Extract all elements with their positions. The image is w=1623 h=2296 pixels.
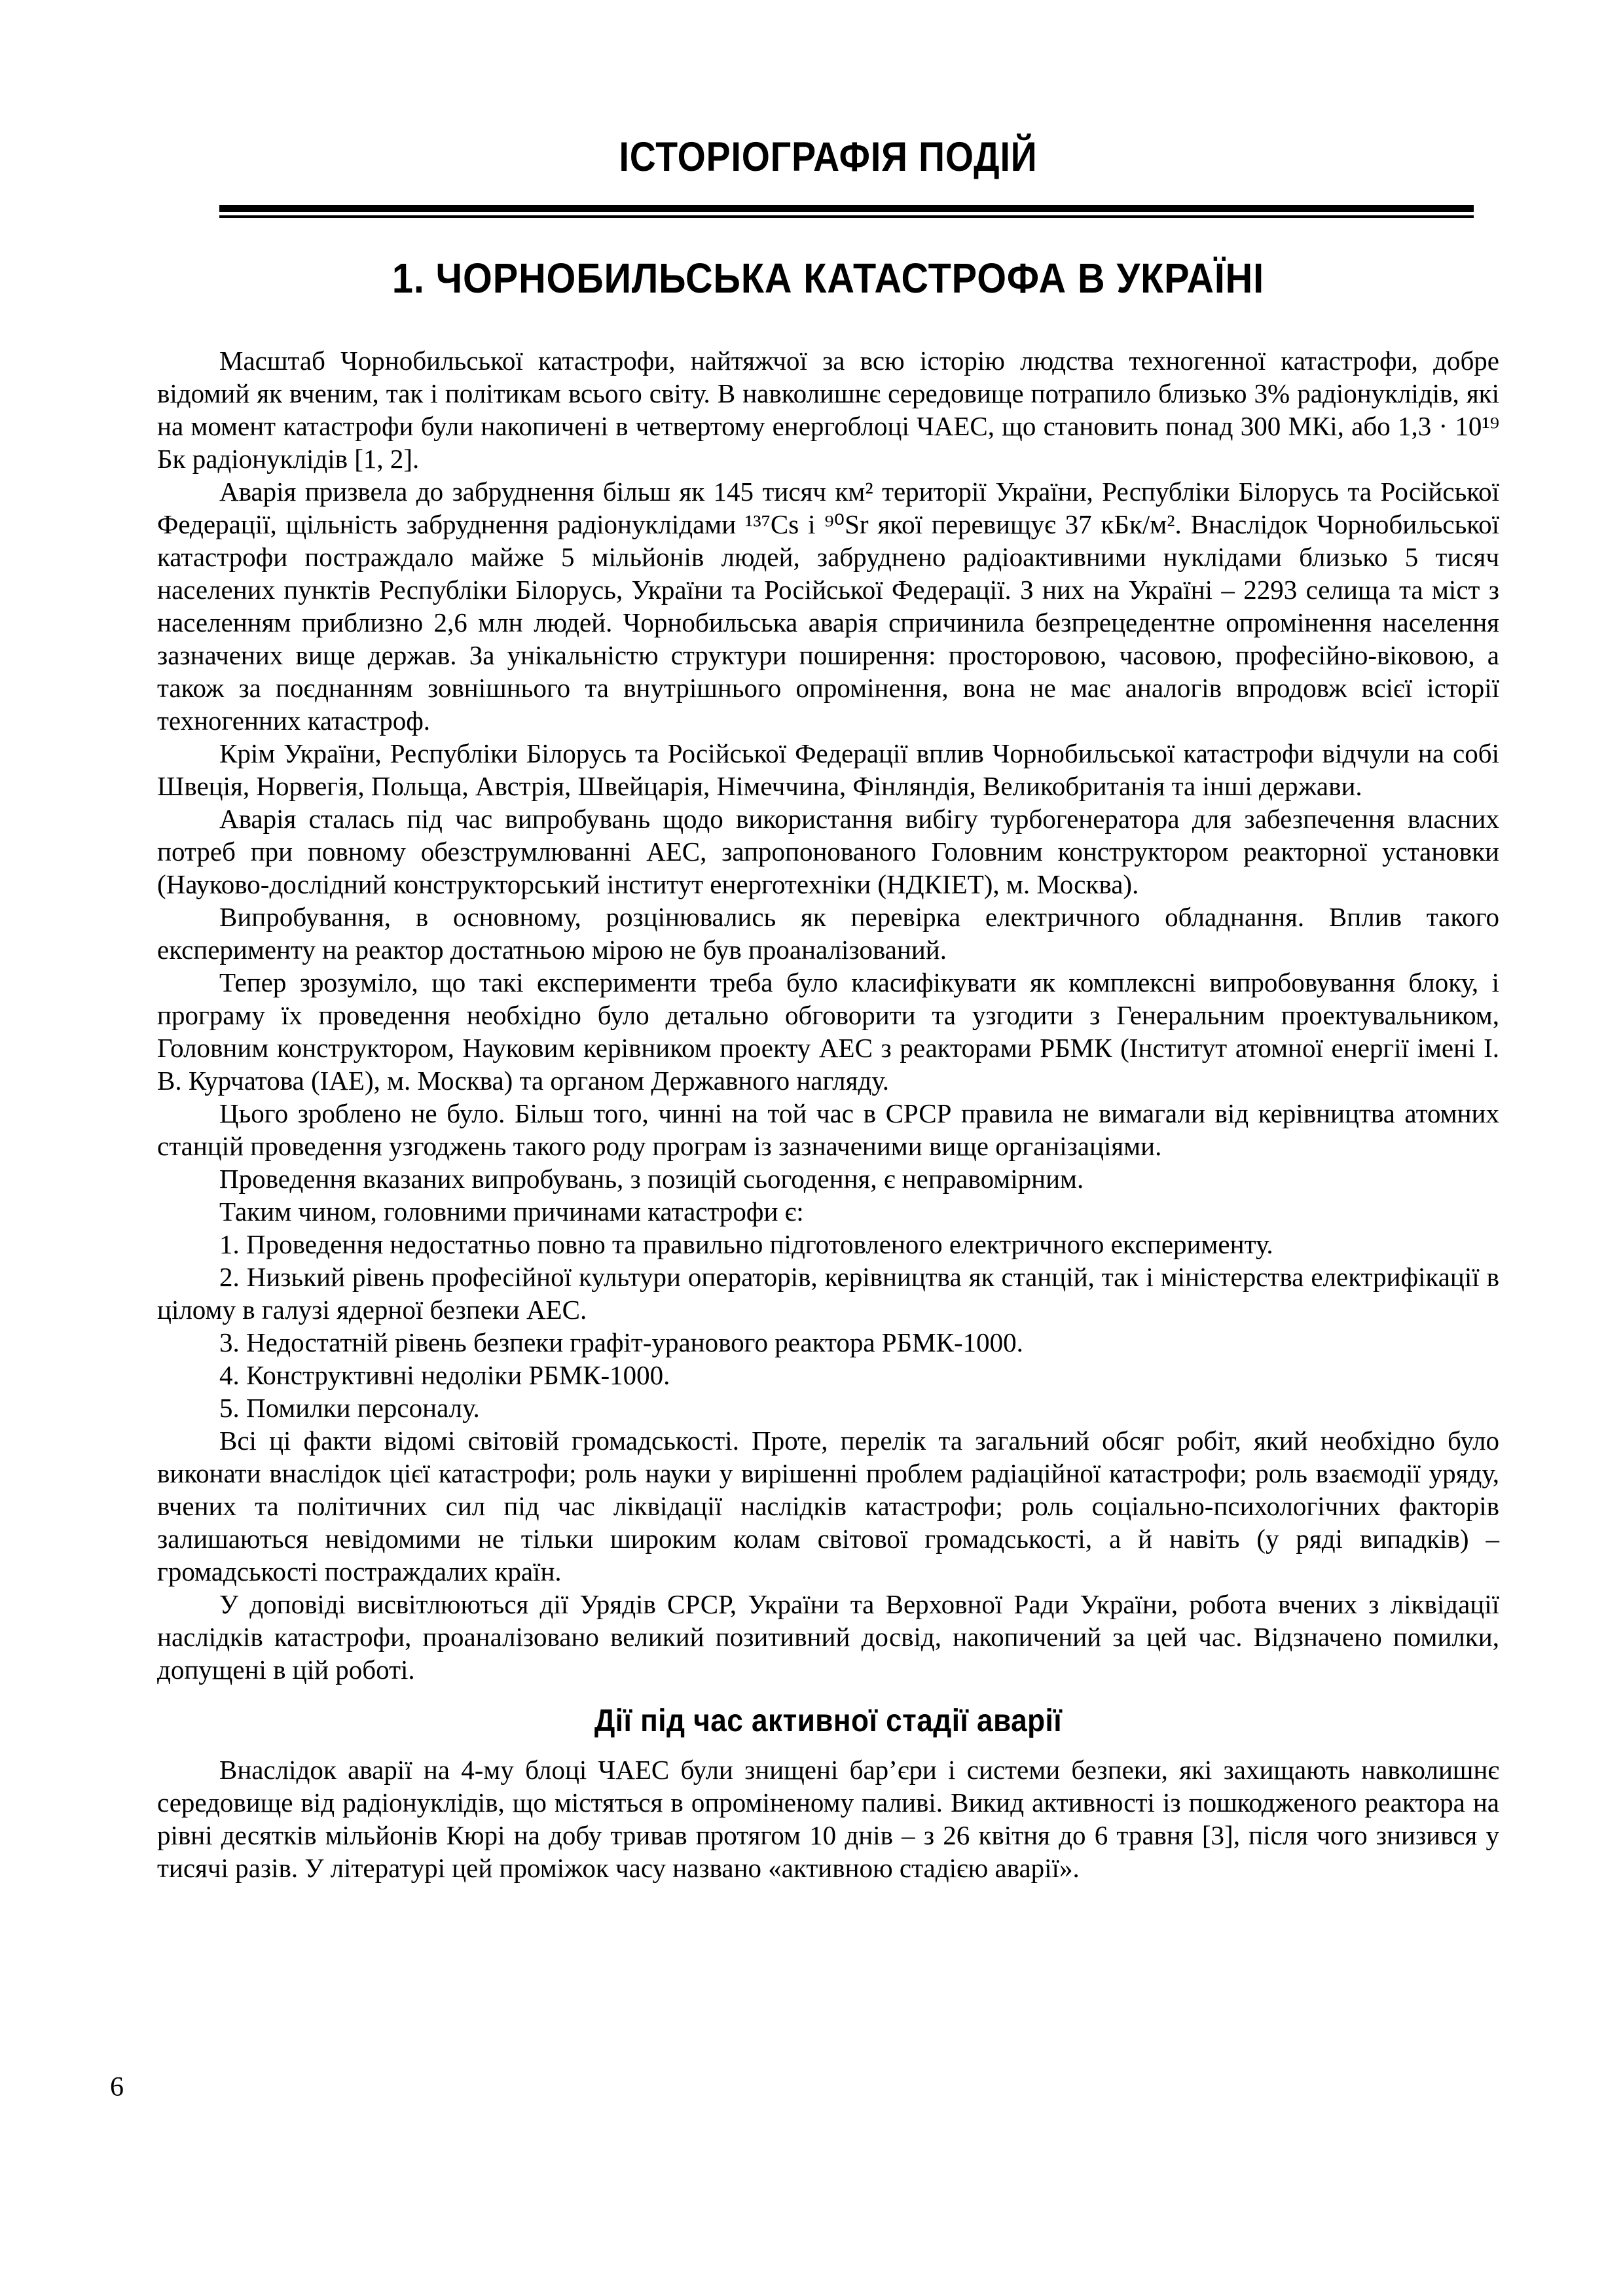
- paragraph: Аварія призвела до забруднення більш як 145 тисяч км² території України, Республіки Білорусь та Російської Федерації, щільність забруднення радіонуклідами ¹³⁷Cs і ⁹⁰Sr якої перевищує 37 кБк/м². Внаслідок Чорнобильської катастрофи постраждало майже 5 мільйонів людей, забруднено радіоактивними нуклідами близько 5 тисяч населених пунктів Республіки Білорусь, України та Російської Федерації. З них на Україні – 2293 селища та міст з населенням приблизно 2,6 млн людей. Чорнобильська аварія спричинила безпрецедентне опромінення населення зазначених вище держав. За унікальністю структури поширення: просторовою, часовою, професійно-віковою, а також за поєднанням зовнішнього та внутрішнього опромінення, вона не має аналогів впродовж всієї історії техногенних катастроф.: [157, 476, 1499, 736]
- paragraph: Аварія сталась під час випробувань щодо використання вибігу турбогенератора для забезпечення власних потреб при повному обезструмлюванні АЕС, запропонованого Головним конструктором реакторної установки (Науково-дослідний конструкторський інститут енерготехніки (НДКІЕТ), м. Москва).: [157, 804, 1499, 899]
- paragraph: Внаслідок аварії на 4-му блоці ЧАЕС були знищені бар’єри і системи безпеки, які захищають навколишнє середовище від радіонуклідів, що містяться в опроміненому паливі. Викид активності із пошкодженого реактора на рівні десятків мільйонів Кюрі на добу тривав протягом 10 днів – з 26 квітня до 6 травня [3], після чого знизився у тисячі разів. У літературі цей проміжок часу названо «активною стадією аварії».: [157, 1754, 1499, 1883]
- paragraph: Всі ці факти відомі світовій громадськості. Проте, перелік та загальний обсяг робіт, який необхідно було виконати внаслідок цієї катастрофи; роль науки у вирішенні проблем радіаційної катастрофи; роль взаємодії уряду, вчених та політичних сил під час ліквідації наслідків катастрофи; роль соціально-психологічних факторів залишаються невідомими не тільки широким колам світової громадськості, а й навіть (у ряді випадків) – громадськості постраждалих країн.: [157, 1426, 1499, 1587]
- paragraph: Масштаб Чорнобильської катастрофи, найтяжчої за всю історію людства техногенної катастрофи, добре відомий як вченим, так і політикам всього світу. В навколишнє середовище потрапило близько 3% радіонуклідів, які на момент катастрофи були накопичені в четвертому енергоблоці ЧАЕС, що становить понад 300 МКі, або 1,3 · 10¹⁹ Бк радіонуклідів [1, 2].: [157, 346, 1499, 474]
- paragraph: Випробування, в основному, розцінювались як перевірка електричного обладнання. Вплив такого експерименту на реактор достатньою мірою не був проаналізований.: [157, 902, 1499, 965]
- body-text: [157, 344, 1499, 1884]
- paragraph: Таким чином, головними причинами катастрофи є:: [219, 1196, 804, 1227]
- page-number: 6: [110, 2072, 124, 2102]
- paragraph: Цього зроблено не було. Більш того, чинні на той час в СРСР правила не вимагали від керівництва атомних станцій проведення узгоджень такого роду програм із зазначеними вище організаціями.: [157, 1098, 1499, 1161]
- numbered-list-item: 2. Низький рівень професійної культури операторів, керівництва як станцій, так і міністерства електрифікації в цілому в галузі ядерної безпеки АЕС.: [157, 1262, 1499, 1325]
- section-title: 1. ЧОРНОБИЛЬСЬКА КАТАСТРОФА В УКРАЇНІ: [392, 255, 1265, 302]
- paragraph: Проведення вказаних випробувань, з позицій сьогодення, є неправомірним.: [219, 1164, 1084, 1194]
- numbered-list-item: 5. Помилки персоналу.: [219, 1393, 480, 1423]
- header-divider-rule: [219, 205, 1474, 218]
- subsection-title: Дії під час активної стадії аварії: [594, 1704, 1063, 1738]
- numbered-list-item: 3. Недостатній рівень безпеки графіт-уранового реактора РБМК-1000.: [219, 1327, 1023, 1357]
- numbered-list-item: 1. Проведення недостатньо повно та правильно підготовленого електричного експерименту.: [219, 1229, 1273, 1259]
- paragraph: У доповіді висвітлюються дії Урядів СРСР, України та Верховної Ради України, робота вчених з ліквідації наслідків катастрофи, проаналізовано великий позитивний досвід, накопичений за цей час. Відзначено помилки, допущені в цій роботі.: [157, 1589, 1499, 1685]
- paragraph: Крім України, Республіки Білорусь та Російської Федерації вплив Чорнобильської катастрофи відчули на собі Швеція, Норвегія, Польща, Австрія, Швейцарія, Німеччина, Фінляндія, Великобританія та інші держави.: [157, 738, 1499, 801]
- paragraph: Тепер зрозуміло, що такі експерименти треба було класифікувати як комплексні випробовування блоку, і програму їх проведення необхідно було детально обговорити та узгодити з Генеральним проектувальником, Головним конструктором, Науковим керівником проекту АЕС з реакторами РБМК (Інститут атомної енергії імені І. В. Курчатова (ІАЕ), м. Москва) та органом Державного нагляду.: [157, 967, 1499, 1096]
- numbered-list-item: 4. Конструктивні недоліки РБМК-1000.: [219, 1360, 670, 1390]
- running-head: ІСТОРІОГРАФІЯ ПОДІЙ: [619, 134, 1038, 180]
